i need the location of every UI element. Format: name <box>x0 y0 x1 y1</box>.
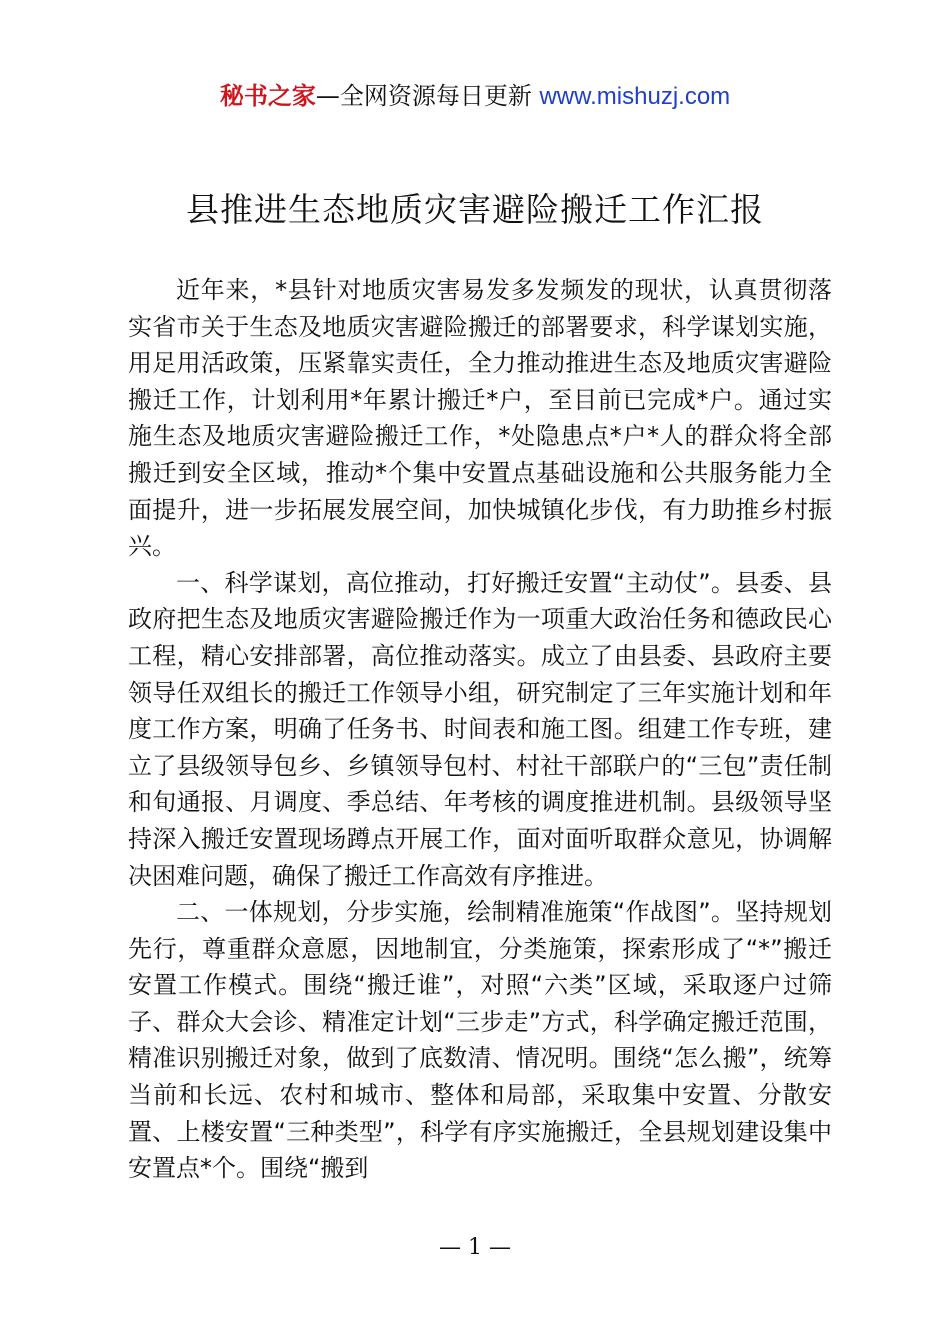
document-title: 县推进生态地质灾害避险搬迁工作汇报 <box>186 190 764 229</box>
paragraph-section-2: 二、一体规划，分步实施，绘制精准施策“作战图”。坚持规划先行，尊重群众意愿，因地制宜，分类施策，探索形成了“*”搬迁安置工作模式。围绕“搬迁谁”，对照“六类”区域，采取逐户过筛子、群众大会诊、精准定计划“三步走”方式，科学确定搬迁范围，精准识别搬迁对象，做到了底数清、情况明。围绕“怎么搬”，统筹当前和长远、农村和城市、整体和局部，采取集中安置、分散安置、上楼安置“三种类型”，科学有序实施搬迁，全县规划建设集中安置点*个。围绕“搬到 <box>128 898 832 1183</box>
site-header <box>0 80 950 113</box>
page-number: — 1 — <box>439 1235 511 1260</box>
document-body <box>128 272 832 1187</box>
paragraph-intro: 近年来，*县针对地质灾害易发多发频发的现状，认真贯彻落实省市关于生态及地质灾害避险搬迁的部署要求，科学谋划实施，用足用活政策，压紧靠实责任，全力推动推进生态及地质灾害避险搬迁工作，计划利用*年累计搬迁*户，至目前已完成*户。通过实施生态及地质灾害避险搬迁工作，*处隐患点*户*人的群众将全部搬迁到安全区域，推动*个集中安置点基础设施和公共服务能力全面提升，进一步拓展发展空间，加快城镇化步伐，有力助推乡村振兴。 <box>128 276 832 561</box>
site-tagline: —全网资源每日更新 <box>315 82 540 110</box>
site-url-link[interactable]: www.mishuzj.com <box>539 83 731 110</box>
site-brand: 秘书之家 <box>219 82 316 110</box>
paragraph-section-1: 一、科学谋划，高位推动，打好搬迁安置“主动仗”。县委、县政府把生态及地质灾害避险搬迁作为一项重大政治任务和德政民心工程，精心安排部署，高位推动落实。成立了由县委、县政府主要领导任双组长的搬迁工作领导小组，研究制定了三年实施计划和年度工作方案，明确了任务书、时间表和施工图。组建工作专班，建立了县级领导包乡、乡镇领导包村、村社干部联户的“三包”责任制和旬通报、月调度、季总结、年考核的调度推进机制。县级领导坚持深入搬迁安置现场蹲点开展工作，面对面听取群众意见，协调解决困难问题，确保了搬迁工作高效有序推进。 <box>128 568 832 890</box>
